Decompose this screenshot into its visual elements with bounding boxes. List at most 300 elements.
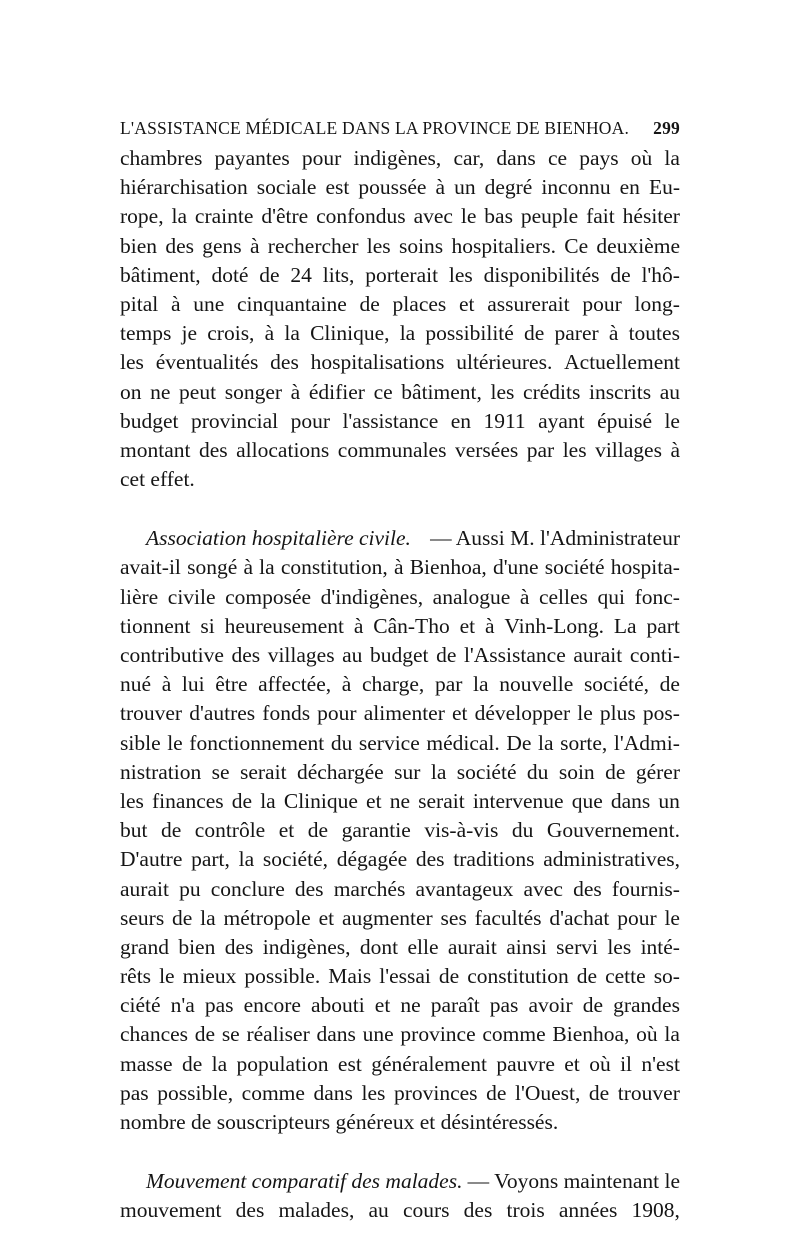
word: Gouvernement.	[546, 818, 680, 843]
word: si	[200, 613, 215, 638]
text-fragment: — Voyons maintenant le	[467, 1169, 680, 1194]
page-number: 299	[653, 118, 680, 138]
word: des	[235, 1198, 265, 1223]
word: société,	[583, 672, 650, 697]
word: elle	[407, 934, 439, 959]
word: à	[484, 613, 495, 638]
word: de	[259, 262, 280, 287]
word: et	[374, 993, 391, 1018]
word: provincial	[190, 408, 279, 433]
word: trouver	[120, 701, 183, 726]
word: inconnu	[541, 175, 611, 200]
word: but	[120, 818, 148, 843]
word: plus	[599, 701, 636, 726]
word: à	[519, 584, 530, 609]
word: mouvement	[120, 1198, 222, 1223]
word: villages	[267, 643, 335, 667]
word: pour	[582, 291, 622, 316]
paragraph-1	[120, 144, 680, 494]
word: ne	[150, 379, 171, 404]
text-line	[120, 962, 680, 991]
word: des	[415, 847, 445, 872]
word: une	[362, 1022, 394, 1047]
word: paraît	[430, 993, 480, 1018]
word: hospitalisations	[310, 350, 445, 375]
word: possible.	[244, 964, 321, 989]
section-lead-mouvement: Mouvement comparatif des malades.	[146, 1169, 463, 1194]
word: gérer	[635, 759, 680, 784]
running-header	[120, 112, 680, 144]
word: au	[368, 1198, 389, 1223]
word: l'Ouest,	[514, 1080, 581, 1105]
word: du	[526, 759, 549, 784]
word: grandes	[613, 993, 680, 1018]
word: dont	[359, 934, 399, 959]
word: à	[393, 555, 404, 580]
word: conclure	[210, 876, 285, 901]
text-line	[120, 758, 680, 787]
word: avait-il	[120, 555, 181, 580]
word: du	[330, 730, 353, 755]
word: et	[458, 291, 475, 316]
word: à	[670, 437, 680, 462]
word: De	[506, 730, 532, 755]
word: inscrits	[588, 379, 652, 404]
word: de	[524, 321, 545, 346]
word: d'indigènes,	[320, 584, 424, 609]
text-line	[120, 583, 680, 612]
word: Clinique	[283, 788, 358, 813]
word: Cân-Tho	[373, 613, 450, 638]
word: et	[459, 613, 476, 638]
word: intervenue	[472, 788, 564, 813]
word: porterait	[365, 262, 439, 287]
word: chances	[120, 1022, 189, 1047]
word: part	[646, 613, 680, 638]
word: la	[259, 555, 275, 580]
word: assurerait	[487, 291, 570, 316]
word: sociale	[256, 175, 317, 200]
word: en	[450, 408, 471, 433]
word: de	[576, 964, 598, 989]
word: au	[659, 379, 680, 404]
word: abouti	[310, 993, 365, 1018]
word: soins	[398, 233, 444, 258]
word: est	[325, 175, 350, 200]
word: contributive	[120, 643, 224, 667]
text-line	[120, 875, 680, 904]
word: montant	[120, 437, 191, 462]
word: dans	[496, 146, 536, 170]
word: 24	[290, 262, 312, 287]
word: au	[342, 643, 363, 667]
word: Mais	[328, 964, 372, 989]
text-line	[120, 1079, 680, 1108]
word: la	[399, 321, 416, 346]
word: hospitaliers.	[451, 233, 556, 258]
text-line	[120, 290, 680, 319]
word: doté	[211, 262, 249, 287]
word: des	[294, 876, 324, 901]
word: provinces	[393, 1080, 478, 1105]
word: aurait	[573, 643, 623, 667]
word: à	[170, 291, 181, 316]
word: à	[608, 321, 619, 346]
word: possibilité	[425, 321, 514, 346]
word: de	[610, 262, 631, 287]
word: métropole	[223, 905, 311, 930]
word: rêts	[120, 964, 152, 989]
word: le	[460, 204, 477, 229]
word: vis-à-vis	[424, 818, 499, 843]
word: Bienhoa,	[552, 1022, 630, 1047]
text-line	[120, 319, 680, 348]
word: gens	[202, 233, 242, 258]
section-lead-association: Association hospitalière civile.	[146, 526, 411, 551]
word: les	[607, 934, 632, 959]
word: et	[452, 701, 468, 726]
word: Eu-	[648, 175, 680, 200]
word: comme	[241, 1080, 305, 1105]
word: dans	[316, 1022, 356, 1047]
word: sur	[394, 759, 421, 784]
word: édifier	[308, 379, 365, 404]
word: ayant	[538, 408, 585, 433]
word: à	[249, 233, 260, 258]
word: la	[260, 788, 276, 813]
word: des	[270, 350, 299, 375]
word: avantageux	[415, 876, 514, 901]
text-line	[120, 407, 680, 436]
running-title: L'ASSISTANCE MÉDICALE DANS LA PROVINCE DE BIENHOA.	[120, 118, 630, 138]
word: réaliser	[246, 1022, 310, 1047]
word: on	[120, 379, 142, 404]
word: chambres	[120, 146, 203, 170]
word: épuisé	[597, 408, 653, 433]
word: médical.	[426, 730, 500, 755]
word: Bienhoa,	[409, 555, 487, 580]
word: le	[664, 408, 680, 433]
word: n'est	[641, 1051, 680, 1076]
text-line	[120, 173, 680, 202]
word: et	[564, 1051, 580, 1076]
word: les	[490, 379, 515, 404]
word: facultés	[474, 905, 542, 930]
word: les	[562, 437, 587, 462]
word: l'assistance	[342, 408, 439, 433]
word: fonc-	[634, 584, 680, 609]
word: n'a	[170, 993, 195, 1018]
word: degré	[484, 175, 533, 200]
text-fragment: — Aussi M. l'Administrateur	[430, 526, 680, 551]
word: avec	[413, 204, 453, 229]
text-line	[120, 1020, 680, 1049]
word: à	[290, 379, 301, 404]
text-line	[120, 699, 680, 728]
word: la	[211, 1051, 228, 1076]
word: indigènes,	[262, 934, 351, 959]
word: constitution,	[280, 555, 388, 580]
word: nouvelle	[499, 672, 574, 697]
word: la	[664, 146, 680, 170]
text-line: nombre de souscripteurs généreux et désintéressés.	[120, 1110, 559, 1134]
word: de	[588, 1080, 610, 1105]
word: masse	[120, 1051, 173, 1076]
word: et	[278, 818, 295, 843]
word: ultérieures.	[456, 350, 553, 375]
word: de	[659, 672, 680, 697]
word: la	[664, 1022, 680, 1047]
word: le	[664, 905, 680, 930]
text-line: cet effet.	[120, 467, 195, 492]
word: conti-	[629, 643, 680, 667]
word: Actuellement	[564, 350, 680, 375]
text-line	[120, 787, 680, 816]
word: bâtiment,	[401, 379, 482, 404]
word: encore	[243, 993, 301, 1018]
word: hiérarchisation	[120, 175, 248, 200]
word: Vinh-Long.	[504, 613, 605, 638]
text-line	[120, 232, 680, 261]
word: heureusement	[224, 613, 344, 638]
word: so-	[653, 964, 680, 989]
word: de	[582, 993, 604, 1018]
word: des	[231, 643, 261, 667]
word: des	[165, 233, 194, 258]
word: part,	[191, 847, 230, 872]
word: développer	[474, 701, 571, 726]
word: long-	[634, 291, 680, 316]
word: par	[434, 672, 463, 697]
word: deuxième	[596, 233, 680, 258]
word: budget	[369, 643, 429, 667]
word: 1911	[483, 408, 526, 433]
word: payantes	[214, 146, 290, 170]
word: des	[224, 934, 254, 959]
word: un	[658, 788, 680, 813]
word: confondus	[316, 204, 406, 229]
word: le	[167, 730, 183, 755]
word: de	[307, 818, 329, 843]
text-line	[120, 1167, 680, 1196]
word: un	[454, 175, 476, 200]
word: de	[486, 1080, 507, 1105]
text-line	[120, 553, 680, 582]
word: l'essai	[379, 964, 431, 989]
word: avec	[523, 876, 563, 901]
word: contrôle	[194, 818, 266, 843]
word: songer	[224, 379, 283, 404]
word: la	[238, 847, 255, 872]
text-line	[120, 436, 680, 465]
word: ainsi	[506, 934, 547, 959]
word: fait	[586, 204, 615, 229]
word: pour	[317, 701, 357, 726]
word: peuple	[520, 204, 579, 229]
word: Clinique,	[310, 321, 390, 346]
word: l'hô-	[641, 262, 680, 287]
word: les	[448, 262, 473, 287]
word: pour	[290, 408, 330, 433]
word: et	[366, 788, 382, 813]
word: rechercher	[267, 233, 359, 258]
word: la	[200, 905, 216, 930]
word: de	[231, 788, 253, 813]
word: pu	[179, 876, 201, 901]
word: finances	[152, 788, 224, 813]
word: à	[264, 321, 275, 346]
word: la	[430, 759, 447, 784]
word: d'être	[261, 204, 309, 229]
word: serait	[418, 788, 465, 813]
word: la	[538, 730, 554, 755]
word: grand	[120, 934, 169, 959]
word: il	[620, 1051, 633, 1076]
word: lière	[120, 584, 159, 609]
word: possible,	[157, 1080, 234, 1105]
word: trouver	[617, 1080, 680, 1105]
word: à	[243, 555, 253, 580]
word: société	[456, 759, 517, 784]
word: tionnent	[120, 613, 191, 638]
word: lits,	[322, 262, 355, 287]
text-line	[120, 1196, 680, 1225]
word: ne	[400, 993, 421, 1018]
word: pour	[617, 905, 657, 930]
word: que	[571, 788, 603, 813]
text-line	[120, 261, 680, 290]
word: est	[337, 1051, 362, 1076]
word: composée	[225, 584, 312, 609]
text-line	[120, 933, 680, 962]
word: pays	[579, 146, 619, 170]
word: avoir	[528, 993, 573, 1018]
word: société,	[262, 847, 328, 872]
word: le	[159, 964, 175, 989]
word: pauvre	[496, 1051, 555, 1076]
word: population	[236, 1051, 329, 1076]
word: bien	[178, 934, 216, 959]
word: communales	[337, 437, 447, 462]
word: mieux	[182, 964, 237, 989]
word: où	[630, 146, 653, 170]
word: seurs	[120, 905, 165, 930]
word: de	[160, 818, 182, 843]
word: de	[438, 964, 460, 989]
word: se	[221, 1022, 240, 1047]
word: bien	[120, 233, 158, 258]
word: cette	[605, 964, 646, 989]
word: la	[473, 672, 489, 697]
word: aurait	[447, 934, 497, 959]
word: celles	[538, 584, 588, 609]
word: charge,	[362, 672, 425, 697]
text-line	[120, 816, 680, 845]
word: où	[636, 1022, 658, 1047]
word: la	[171, 204, 188, 229]
word: villages	[595, 437, 662, 462]
paragraph-2	[120, 524, 680, 1137]
word: toutes	[628, 321, 680, 346]
word: cinquantaine	[236, 291, 347, 316]
word: les	[366, 233, 391, 258]
word: indigènes,	[353, 146, 442, 170]
word: cours	[402, 1198, 450, 1223]
word: constitution	[467, 964, 569, 989]
word: pas	[204, 993, 234, 1018]
word: affectée,	[258, 672, 332, 697]
word: à	[341, 672, 352, 697]
word: crédits	[523, 379, 581, 404]
word: lui	[181, 672, 205, 697]
word: hospita-	[610, 555, 680, 580]
word: qui	[597, 584, 625, 609]
word: ce	[373, 379, 393, 404]
word: marchés	[333, 876, 406, 901]
page	[120, 112, 680, 1226]
word: servi	[556, 934, 598, 959]
word: sible	[120, 730, 161, 755]
word: années	[558, 1198, 618, 1223]
word: parer	[554, 321, 599, 346]
word: où	[589, 1051, 611, 1076]
word: généralement	[371, 1051, 487, 1076]
word: nistration	[120, 759, 202, 784]
word: comme	[482, 1022, 546, 1047]
word: l'Admi-	[613, 730, 680, 755]
word: rope,	[120, 204, 164, 229]
word: alimenter	[363, 701, 445, 726]
text-line	[120, 641, 680, 670]
word: garantie	[341, 818, 411, 843]
word: déchargée	[296, 759, 384, 784]
word: par	[526, 437, 555, 462]
word: éventualités	[155, 350, 259, 375]
word: à	[353, 613, 364, 638]
word: poussée	[358, 175, 427, 200]
word: analogue	[432, 584, 511, 609]
word: de	[181, 1051, 203, 1076]
text-line	[120, 845, 680, 874]
word: ne	[389, 788, 410, 813]
word: bâtiment,	[120, 262, 201, 287]
word: des	[573, 876, 602, 901]
word: La	[613, 613, 637, 638]
text-line	[120, 670, 680, 699]
word: trois	[506, 1198, 545, 1223]
word: des	[198, 437, 228, 462]
text-line	[120, 612, 680, 641]
paragraph-3	[120, 1167, 680, 1225]
text-line	[120, 1050, 680, 1079]
text-line	[120, 904, 680, 933]
word: peut	[179, 379, 217, 404]
word: et	[318, 905, 335, 930]
word: soin	[558, 759, 595, 784]
word: les	[120, 350, 144, 375]
word: société	[544, 555, 605, 580]
word: l'Assistance	[463, 643, 566, 667]
word: pital	[120, 291, 159, 316]
word: les	[361, 1080, 386, 1105]
word: places	[392, 291, 447, 316]
word: Ce	[564, 233, 589, 258]
word: à	[161, 672, 172, 697]
word: civile	[167, 584, 216, 609]
word: de	[359, 291, 380, 316]
word: nué	[120, 672, 152, 697]
word: versées	[454, 437, 519, 462]
